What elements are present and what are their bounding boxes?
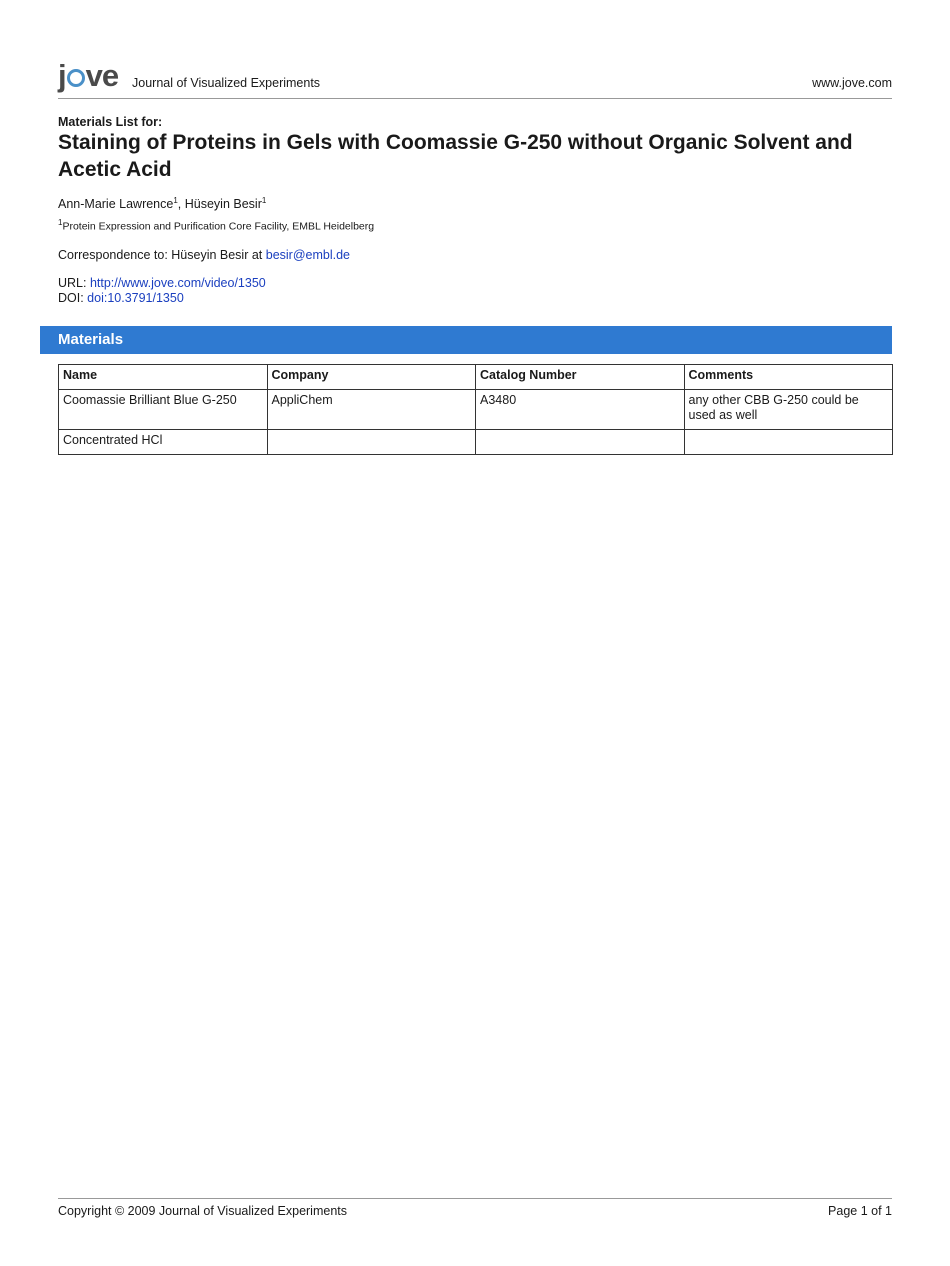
page-header	[58, 60, 892, 99]
site-url[interactable]: www.jove.com	[812, 76, 892, 90]
author-separator: ,	[177, 197, 185, 212]
logo-text-ve: ve	[85, 58, 119, 93]
affiliation-mark: 1	[58, 218, 63, 227]
column-header-catalog-number: Catalog Number	[476, 365, 685, 390]
url-label: URL:	[58, 276, 90, 290]
doi-label: DOI:	[58, 291, 88, 305]
page-footer	[58, 1198, 892, 1219]
materials-list-label: Materials List for:	[58, 115, 163, 129]
cell-catalog-number	[476, 430, 685, 455]
cell-name: Coomassie Brilliant Blue G-250	[59, 390, 268, 430]
doi-link[interactable]: doi:10.3791/1350	[87, 291, 184, 305]
column-header-name: Name	[59, 365, 268, 390]
column-header-comments: Comments	[684, 365, 893, 390]
author-name: Ann-Marie Lawrence	[58, 197, 174, 212]
logo-ring-icon	[67, 69, 85, 87]
journal-name: Journal of Visualized Experiments	[132, 76, 321, 90]
author-affil-mark: 1	[173, 196, 178, 205]
cell-catalog-number: A3480	[476, 390, 685, 430]
author-name: Hüseyin Besir	[184, 197, 262, 212]
url-line	[58, 276, 266, 290]
materials-section-header	[40, 326, 892, 354]
affiliation-text: Protein Expression and Purification Core Facility, EMBL Heidelberg	[62, 220, 375, 233]
cell-name: Concentrated HCl	[59, 430, 268, 455]
correspondence	[58, 248, 350, 262]
page-number: Page 1 of 1	[828, 1204, 892, 1218]
affiliation	[58, 218, 374, 233]
column-header-company: Company	[267, 365, 476, 390]
jove-logo[interactable]	[58, 60, 118, 92]
correspondence-prefix: Correspondence to: Hüseyin Besir at	[58, 248, 266, 262]
cell-comments: any other CBB G-250 could be used as well	[684, 390, 893, 430]
section-title: Materials	[58, 331, 124, 348]
cell-company	[267, 430, 476, 455]
materials-table	[58, 364, 893, 455]
cell-comments	[684, 430, 893, 455]
copyright: Copyright © 2009 Journal of Visualized Experiments	[58, 1204, 347, 1218]
doi-line	[58, 291, 184, 305]
table-row	[59, 430, 893, 455]
video-url-link[interactable]: http://www.jove.com/video/1350	[89, 276, 266, 290]
authors	[58, 196, 266, 211]
email-link[interactable]: besir@embl.de	[265, 248, 351, 262]
table-row	[59, 390, 893, 430]
cell-company: AppliChem	[267, 390, 476, 430]
logo-text-j: j	[58, 58, 66, 93]
author-affil-mark: 1	[261, 196, 267, 205]
table-header-row	[59, 365, 893, 390]
article-title: Staining of Proteins in Gels with Coomassie G-250 without Organic Solvent and Acetic Acid	[58, 131, 853, 181]
